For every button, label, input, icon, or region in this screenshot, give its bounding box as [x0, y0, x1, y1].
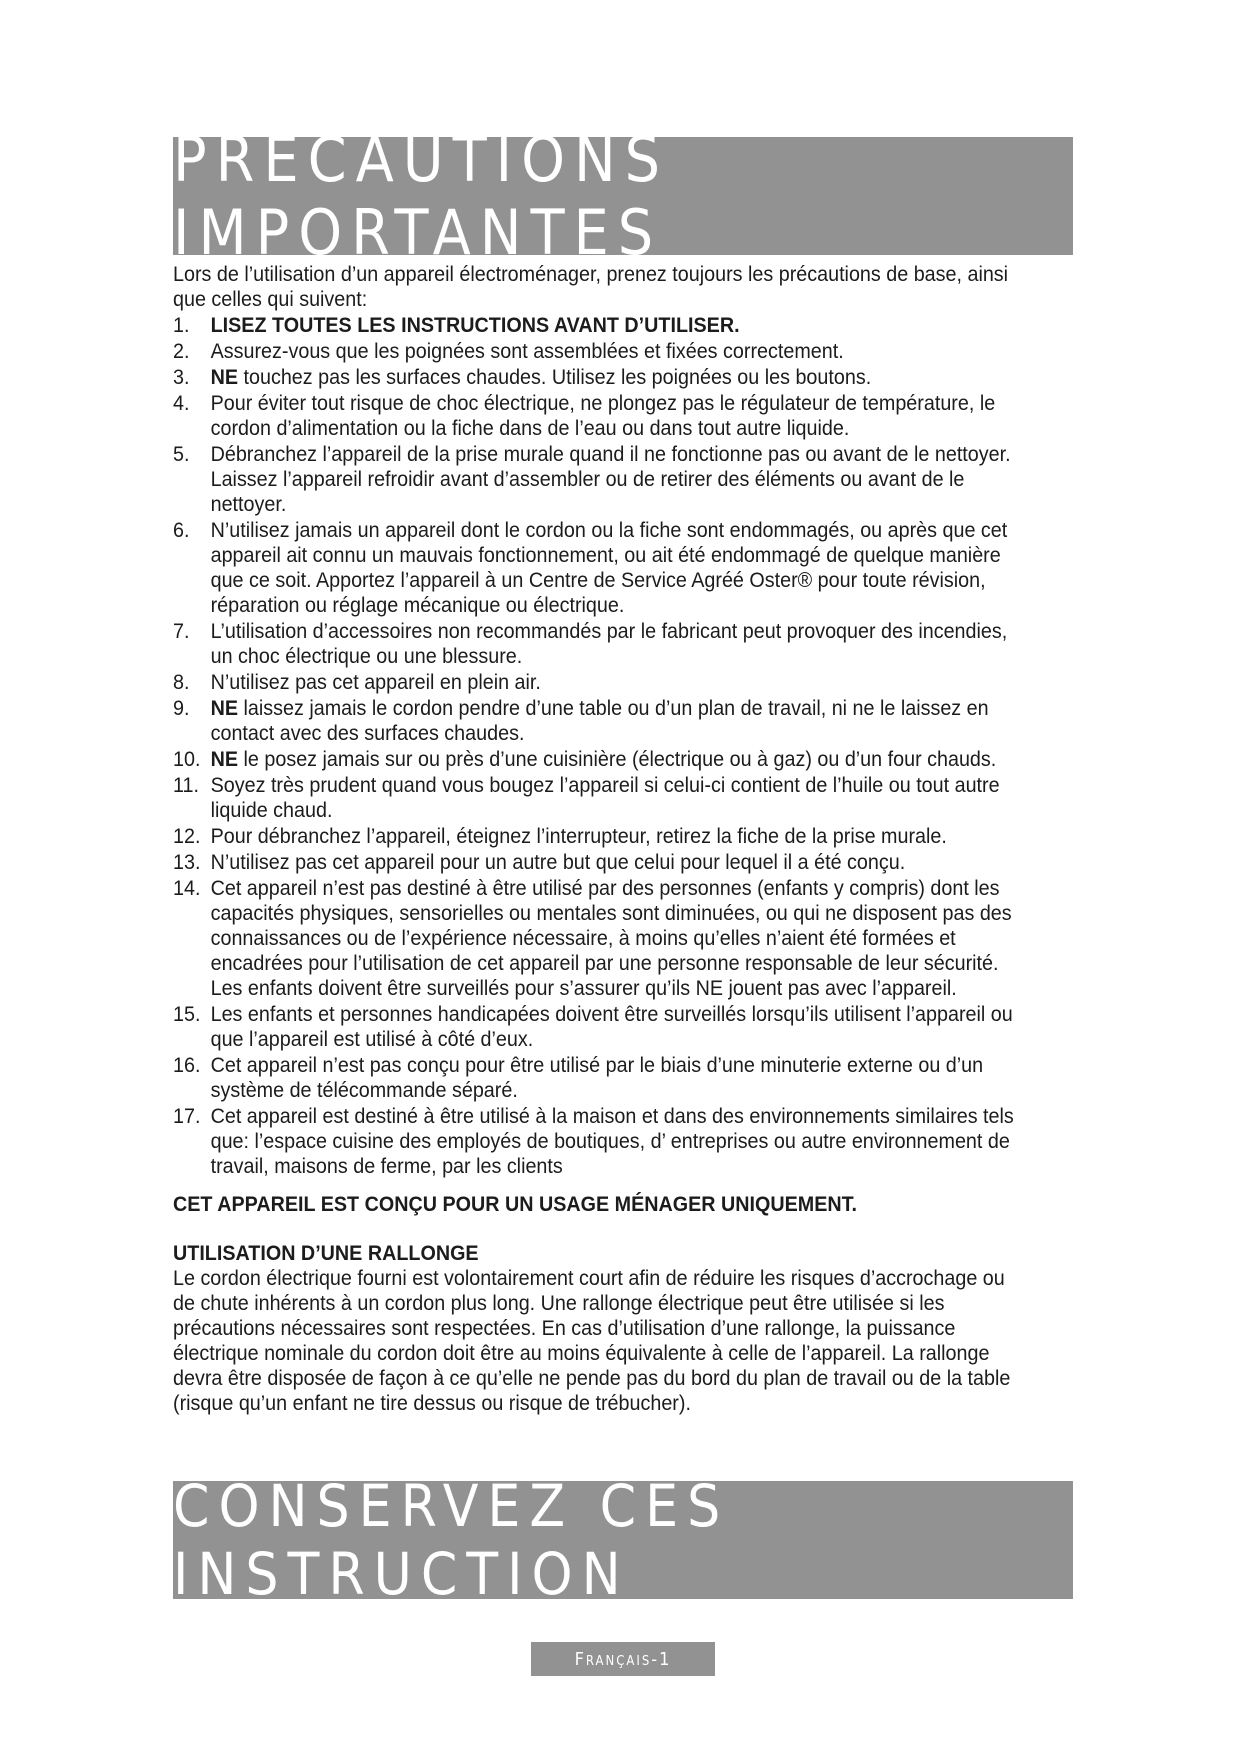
list-item — [173, 365, 1019, 390]
list-item — [173, 1053, 1019, 1103]
item-text: Assurez-vous que les poignées sont assemblées et fixées correctement. — [210, 340, 844, 363]
item-number: 6. — [173, 519, 190, 542]
extension-cord-title: UTILISATION D’UNE RALLONGE — [173, 1242, 479, 1265]
item-text: Cet appareil n’est pas conçu pour être utilisé par le biais d’une minuterie externe ou d’un système de télécommande séparé. — [210, 1054, 984, 1102]
item-text: Les enfants et personnes handicapées doivent être surveillés lorsqu’ils utilisent l’appareil ou que l’appareil est utilisé à côté d’eux. — [210, 1003, 1013, 1051]
item-number: 14. — [173, 877, 201, 900]
intro-text: Lors de l’utilisation d’un appareil électroménager, prenez toujours les précautions de base, ainsi que celles qui suivent: — [173, 263, 1009, 311]
item-number: 4. — [173, 392, 190, 415]
item-number: 3. — [173, 366, 190, 389]
item-number: 9. — [173, 697, 190, 720]
list-item — [173, 670, 1019, 695]
item-number: 7. — [173, 620, 190, 643]
list-item — [173, 773, 1019, 823]
header-banner — [173, 123, 1073, 269]
save-instructions-banner — [173, 1472, 1073, 1608]
item-text: laissez jamais le cordon pendre d’une table ou d’un plan de travail, ni ne le laissez en contact avec des surfaces chaudes. — [210, 697, 989, 745]
list-item — [173, 313, 1019, 338]
item-bold: NE — [210, 748, 239, 771]
item-text: Cet appareil est destiné à être utilisé à la maison et dans des environnements similaires tels que: l’espace cuisine des employés de boutiques, d’ entreprises ou autre environnement de travail, maisons de ferme, par les clients — [210, 1105, 1014, 1178]
extension-cord-text: Le cordon électrique fourni est volontairement court afin de réduire les risques d’accrochage ou de chute inhérents à un cordon plus long. Une rallonge électrique peut être utilisée si les précautions nécessaires sont respectées. En cas d’utilisation d’une rallonge, la puissance électrique nominale du cordon doit être au moins équivalente à celle de l’appareil. La rallonge devra être disposée de façon à ce qu’elle ne pende pas du bord du plan de travail ou de la table (risque qu’un enfant ne tire dessus ou risque de trébucher). — [173, 1267, 1011, 1415]
item-number: 10. — [173, 748, 201, 771]
item-text: Cet appareil n’est pas destiné à être utilisé par des personnes (enfants y compris) dont les capacités physiques, sensorielles ou mentales sont diminuées, ou qui ne disposent pas des connaissances ou de l’expérience nécessaire, à moins qu’elles n’aient été formées et encadrées pour l’utilisation de cet appareil par une personne responsable de leur sécurité. Les enfants doivent être surveillés pour s’assurer qu’ils NE jouent pas avec l’appareil. — [210, 877, 1012, 1000]
item-number: 15. — [173, 1003, 201, 1026]
household-use-notice: CET APPAREIL EST CONÇU POUR UN USAGE MÉNAGER UNIQUEMENT. — [173, 1193, 858, 1216]
list-item — [173, 1002, 1019, 1052]
header-title: PRÉCAUTIONS IMPORTANTES — [173, 123, 670, 269]
item-text: N’utilisez jamais un appareil dont le cordon ou la fiche sont endommagés, ou après que cet appareil ait connu un mauvais fonctionnement, ou ait été endommagé de quelque manière que ce soit. Apportez l’appareil à un Centre de Service Agréé Oster® pour toute révision, réparation ou réglage mécanique ou électrique. — [210, 519, 1008, 617]
item-text: Soyez très prudent quand vous bougez l’appareil si celui-ci contient de l’huile ou tout autre liquide chaud. — [210, 774, 1000, 822]
list-item — [173, 518, 1019, 618]
list-item — [173, 747, 1019, 772]
list-item — [173, 442, 1019, 517]
item-bold: NE — [210, 697, 239, 720]
item-number: 16. — [173, 1054, 201, 1077]
page-number-label — [531, 1642, 715, 1676]
item-number: 1. — [173, 314, 190, 337]
item-number: 13. — [173, 851, 201, 874]
list-item — [173, 824, 1019, 849]
item-number: 17. — [173, 1105, 201, 1128]
item-text: Pour débranchez l’appareil, éteignez l’interrupteur, retirez la fiche de la prise murale. — [210, 825, 947, 848]
list-item — [173, 876, 1019, 1001]
item-text: N’utilisez pas cet appareil en plein air. — [210, 671, 541, 694]
save-instructions-title: CONSERVEZ CES INSTRUCTION — [173, 1472, 730, 1608]
list-item — [173, 339, 1019, 364]
item-text: Débranchez l’appareil de la prise murale quand il ne fonctionne pas ou avant de le nettoyer. Laissez l’appareil refroidir avant d’assembler ou de retirer des éléments ou avant de le nettoyer. — [210, 443, 1011, 516]
item-number: 2. — [173, 340, 190, 363]
item-number: 11. — [173, 774, 199, 797]
item-text: le posez jamais sur ou près d’une cuisinière (électrique ou à gaz) ou d’un four chauds. — [238, 748, 997, 771]
item-text: touchez pas les surfaces chaudes. Utilisez les poignées ou les boutons. — [238, 366, 872, 389]
item-bold: LISEZ TOUTES LES INSTRUCTIONS AVANT D’UTILISER. — [210, 314, 740, 337]
list-item — [173, 1104, 1019, 1179]
precautions-list — [173, 313, 1019, 1179]
list-item — [173, 391, 1019, 441]
page-label-text: Français-1 — [574, 1648, 672, 1670]
item-text: N’utilisez pas cet appareil pour un autre but que celui pour lequel il a été conçu. — [210, 851, 906, 874]
item-bold: NE — [210, 366, 239, 389]
list-item — [173, 850, 1019, 875]
item-number: 12. — [173, 825, 201, 848]
item-number: 5. — [173, 443, 190, 466]
item-text: Pour éviter tout risque de choc électrique, ne plongez pas le régulateur de température, le cordon d’alimentation ou la fiche dans de l’eau ou dans tout autre liquide. — [210, 392, 996, 440]
item-text: L’utilisation d’accessoires non recommandés par le fabricant peut provoquer des incendies, un choc électrique ou une blessure. — [210, 620, 1008, 668]
content-body — [173, 262, 1019, 1416]
list-item — [173, 619, 1019, 669]
list-item — [173, 696, 1019, 746]
item-number: 8. — [173, 671, 190, 694]
